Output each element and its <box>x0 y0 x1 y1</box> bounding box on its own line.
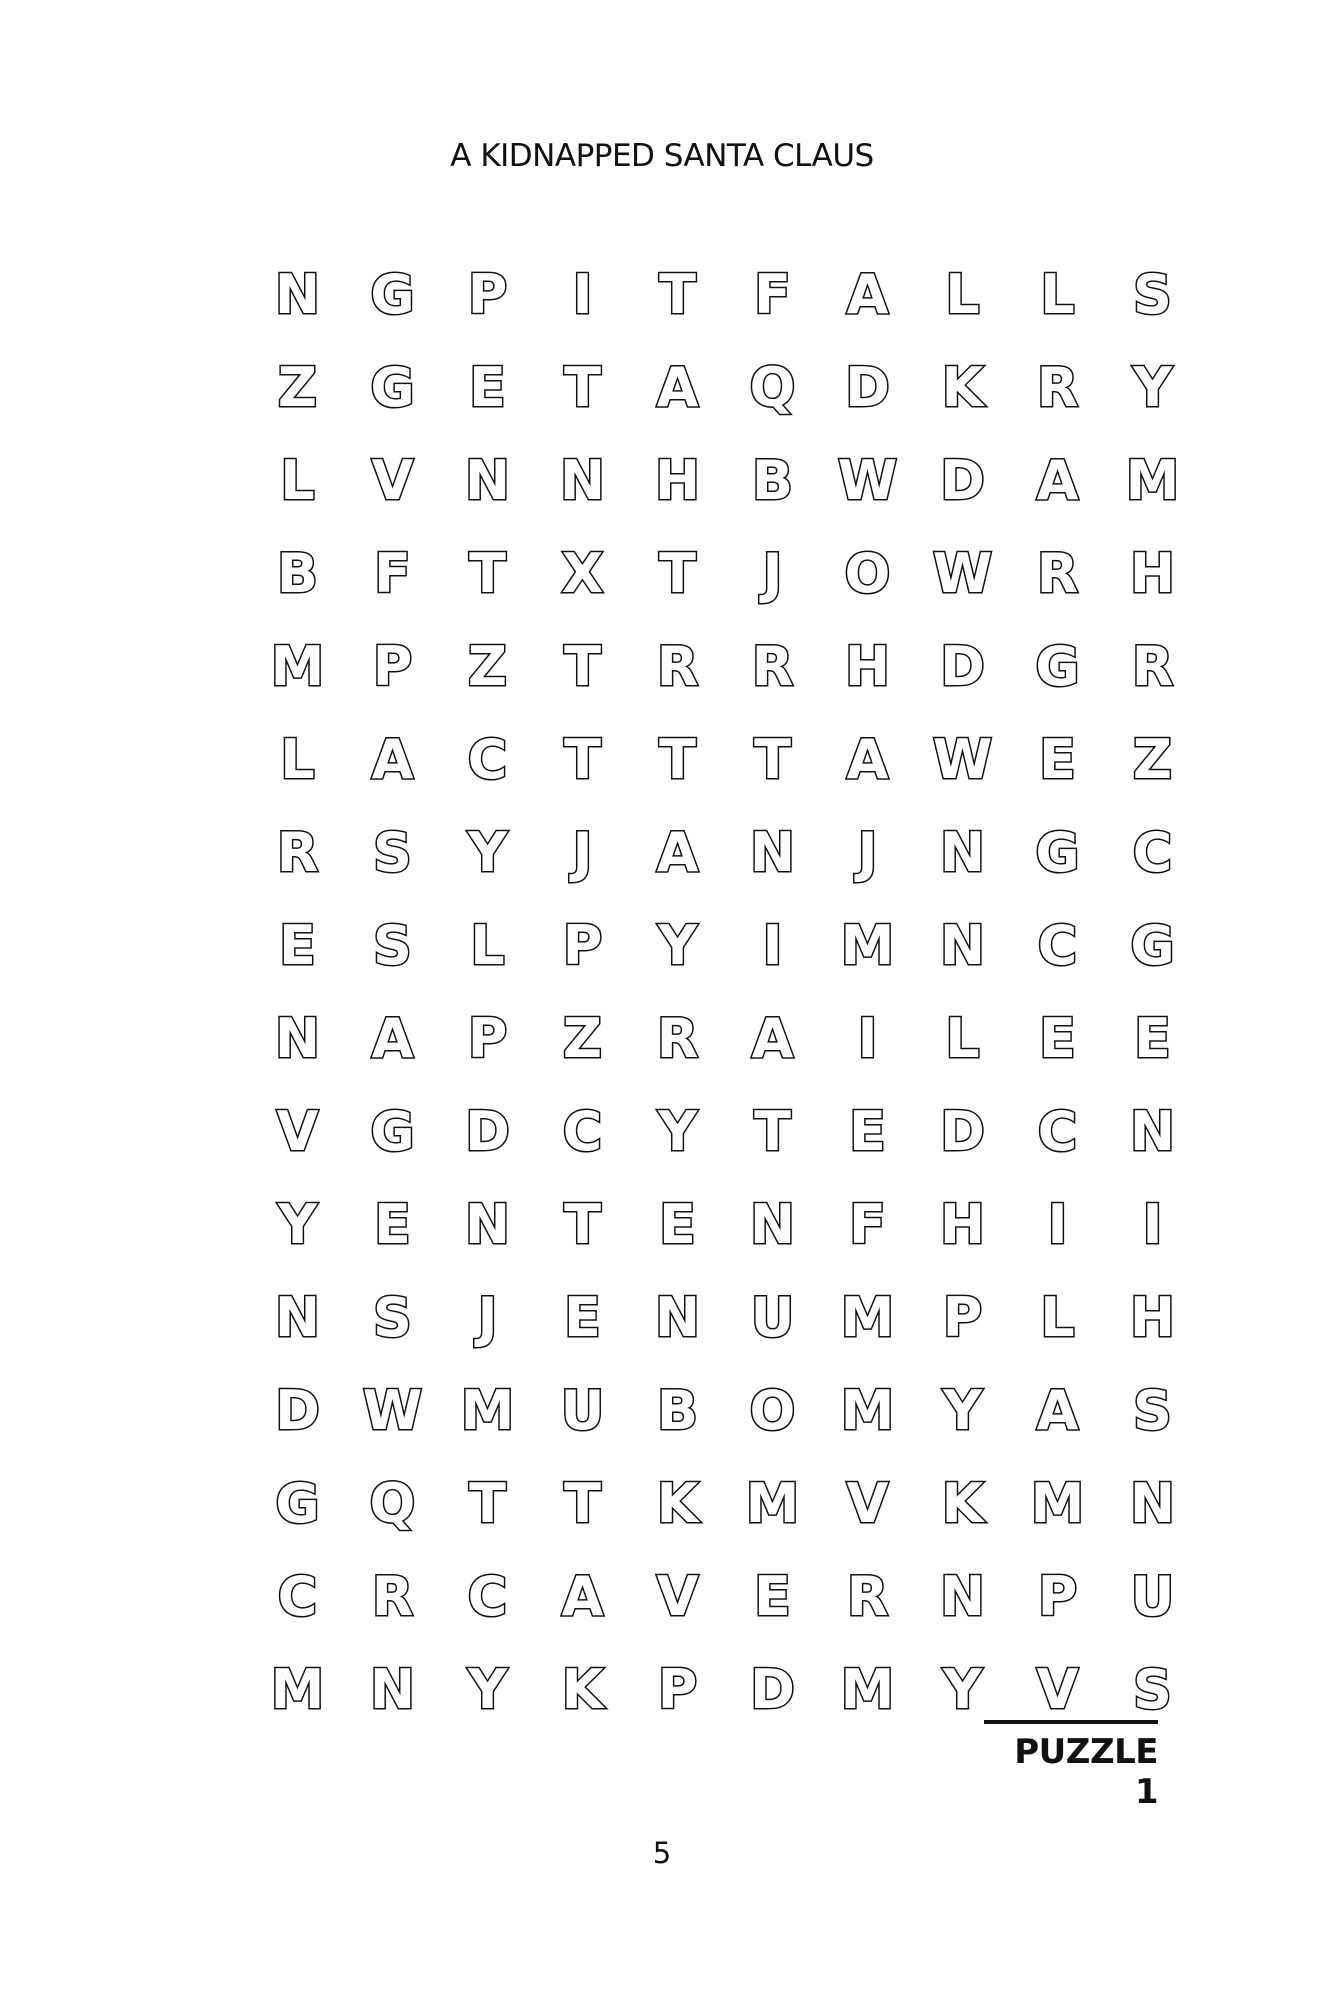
footer-divider <box>984 1720 1158 1724</box>
grid-letter: S <box>373 913 412 977</box>
grid-letter: K <box>941 355 984 419</box>
grid-letter: D <box>275 1378 320 1442</box>
grid-letter: G <box>1130 913 1175 977</box>
grid-letter: E <box>659 1192 696 1256</box>
grid-letter: D <box>940 634 985 698</box>
grid-letter: E <box>1039 727 1076 791</box>
grid-letter: D <box>940 448 985 512</box>
grid-letter: G <box>1035 820 1080 884</box>
grid-letter: V <box>1036 1657 1079 1721</box>
grid-letter: E <box>469 355 506 419</box>
grid-letter: Y <box>467 820 508 884</box>
grid-letter: G <box>1035 634 1080 698</box>
grid-letter: N <box>749 820 796 884</box>
grid-letter: Y <box>467 1657 508 1721</box>
grid-letter: L <box>945 262 980 326</box>
grid-letter: T <box>564 355 601 419</box>
grid-letter: S <box>373 820 412 884</box>
grid-letter: I <box>1047 1192 1068 1256</box>
grid-letter: S <box>1133 1378 1172 1442</box>
grid-letter: E <box>849 1099 886 1163</box>
grid-letter: T <box>469 541 506 605</box>
grid-letter: W <box>362 1378 423 1442</box>
grid-letter: K <box>561 1657 604 1721</box>
grid-letter: A <box>846 727 889 791</box>
page-number: 5 <box>652 1836 672 1870</box>
grid-letter: U <box>560 1378 605 1442</box>
grid-letter: X <box>561 541 604 605</box>
grid-letter: R <box>1131 634 1174 698</box>
grid-letter: N <box>274 262 321 326</box>
grid-letter: M <box>840 1378 895 1442</box>
grid-letter: A <box>371 1006 414 1070</box>
grid-letter: P <box>372 634 413 698</box>
grid-letter: H <box>1129 541 1176 605</box>
grid-letter: J <box>762 541 783 605</box>
grid-letter: N <box>369 1657 416 1721</box>
grid-letter: N <box>274 1006 321 1070</box>
grid-letter: Y <box>277 1192 318 1256</box>
grid-letter: C <box>1132 820 1173 884</box>
grid-letter: O <box>844 541 891 605</box>
grid-letter: R <box>371 1564 414 1628</box>
grid-letter: V <box>846 1471 889 1535</box>
grid-letter: A <box>1036 1378 1079 1442</box>
grid-letter: I <box>857 1006 878 1070</box>
grid-letter: D <box>465 1099 510 1163</box>
grid-letter: U <box>1130 1564 1175 1628</box>
grid-letter: D <box>845 355 890 419</box>
grid-letter: R <box>656 1006 699 1070</box>
grid-letter: P <box>657 1657 698 1721</box>
grid-letter: N <box>274 1285 321 1349</box>
page-title: A KIDNAPPED SANTA CLAUS <box>450 138 874 174</box>
grid-letter: E <box>754 1564 791 1628</box>
grid-letter: W <box>932 541 993 605</box>
grid-letter: M <box>270 1657 325 1721</box>
grid-letter: P <box>467 262 508 326</box>
grid-letter: P <box>942 1285 983 1349</box>
grid-letter: L <box>470 913 505 977</box>
grid-letter: I <box>572 262 593 326</box>
grid-letter: M <box>1030 1471 1085 1535</box>
grid-letter: T <box>659 262 696 326</box>
grid-letter: Z <box>1132 727 1173 791</box>
grid-letter: B <box>751 448 794 512</box>
grid-letter: M <box>460 1378 515 1442</box>
grid-letter: T <box>659 541 696 605</box>
grid-letter: N <box>464 1192 511 1256</box>
grid-letter: I <box>762 913 783 977</box>
grid-letter: W <box>837 448 898 512</box>
grid-letter: R <box>1036 541 1079 605</box>
grid-letter: C <box>1037 1099 1078 1163</box>
grid-letter: Y <box>942 1378 983 1442</box>
grid-letter: M <box>840 1657 895 1721</box>
grid-letter: Y <box>657 1099 698 1163</box>
grid-letter: T <box>754 727 791 791</box>
grid-letter: R <box>276 820 319 884</box>
grid-letter: A <box>1036 448 1079 512</box>
grid-letter: T <box>564 1471 601 1535</box>
grid-letter: N <box>464 448 511 512</box>
grid-letter: N <box>654 1285 701 1349</box>
puzzle-label: PUZZLE 1 <box>1014 1732 1158 1812</box>
grid-letter: P <box>1037 1564 1078 1628</box>
grid-letter: T <box>564 1192 601 1256</box>
grid-letter: T <box>754 1099 791 1163</box>
word-search-grid <box>250 248 1200 1736</box>
grid-letter: T <box>564 634 601 698</box>
grid-letter: P <box>562 913 603 977</box>
grid-letter: G <box>370 355 415 419</box>
grid-letter: S <box>373 1285 412 1349</box>
grid-letter: N <box>559 448 606 512</box>
grid-letter: R <box>1036 355 1079 419</box>
grid-letter: E <box>1039 1006 1076 1070</box>
grid-letter: M <box>840 913 895 977</box>
grid-letter: G <box>275 1471 320 1535</box>
grid-letter: Y <box>1132 355 1173 419</box>
grid-letter: N <box>939 820 986 884</box>
grid-letter: B <box>276 541 319 605</box>
grid-letter: Z <box>562 1006 603 1070</box>
grid-letter: F <box>374 541 411 605</box>
grid-letter: R <box>846 1564 889 1628</box>
grid-letter: N <box>1129 1471 1176 1535</box>
grid-letter: U <box>750 1285 795 1349</box>
grid-letter: N <box>1129 1099 1176 1163</box>
grid-letter: M <box>745 1471 800 1535</box>
grid-letter: H <box>844 634 891 698</box>
grid-letter: A <box>371 727 414 791</box>
grid-letter: B <box>656 1378 699 1442</box>
grid-letter: E <box>1134 1006 1171 1070</box>
grid-letter: N <box>749 1192 796 1256</box>
grid-letter: L <box>945 1006 980 1070</box>
grid-letter: Y <box>657 913 698 977</box>
grid-letter: D <box>750 1657 795 1721</box>
grid-letter: F <box>754 262 791 326</box>
grid-letter: C <box>277 1564 318 1628</box>
grid-letter: M <box>1125 448 1180 512</box>
grid-letter: V <box>276 1099 319 1163</box>
grid-letter: K <box>656 1471 699 1535</box>
grid-letter: T <box>659 727 696 791</box>
grid-letter: F <box>849 1192 886 1256</box>
grid-letter: A <box>751 1006 794 1070</box>
grid-letter: K <box>941 1471 984 1535</box>
grid-letter: G <box>370 1099 415 1163</box>
grid-letter: C <box>562 1099 603 1163</box>
grid-letter: V <box>656 1564 699 1628</box>
grid-letter: Z <box>467 634 508 698</box>
grid-letter: S <box>1133 262 1172 326</box>
grid-letter: W <box>932 727 993 791</box>
grid-letter: L <box>280 448 315 512</box>
grid-letter: J <box>857 820 878 884</box>
grid-letter: J <box>572 820 593 884</box>
grid-letter: A <box>846 262 889 326</box>
grid-letter: Z <box>277 355 318 419</box>
grid-letter: Q <box>749 355 796 419</box>
grid-letter: T <box>469 1471 506 1535</box>
grid-letter: R <box>656 634 699 698</box>
grid-letter: C <box>1037 913 1078 977</box>
grid-letter: M <box>270 634 325 698</box>
grid-letter: H <box>939 1192 986 1256</box>
grid-letter: I <box>1142 1192 1163 1256</box>
grid-letter: N <box>939 913 986 977</box>
grid-letter: C <box>467 1564 508 1628</box>
grid-letter: O <box>749 1378 796 1442</box>
grid-letter: L <box>1040 1285 1075 1349</box>
grid-letter: E <box>564 1285 601 1349</box>
grid-letter: L <box>280 727 315 791</box>
grid-letter: M <box>840 1285 895 1349</box>
grid-letter: E <box>374 1192 411 1256</box>
grid-letter: H <box>654 448 701 512</box>
grid-letter: A <box>561 1564 604 1628</box>
grid-letter: R <box>751 634 794 698</box>
grid-letter: A <box>656 355 699 419</box>
grid-letter: N <box>939 1564 986 1628</box>
grid-letter: D <box>940 1099 985 1163</box>
grid-letter: S <box>1133 1657 1172 1721</box>
grid-letter: E <box>279 913 316 977</box>
grid-letter: Y <box>942 1657 983 1721</box>
grid-letter: A <box>656 820 699 884</box>
grid-letter: P <box>467 1006 508 1070</box>
grid-letter: L <box>1040 262 1075 326</box>
grid-letter: Q <box>369 1471 416 1535</box>
grid-letter: T <box>564 727 601 791</box>
grid-letter: G <box>370 262 415 326</box>
grid-letter: J <box>477 1285 498 1349</box>
grid-letter: C <box>467 727 508 791</box>
grid-letter: V <box>371 448 414 512</box>
grid-letter: H <box>1129 1285 1176 1349</box>
